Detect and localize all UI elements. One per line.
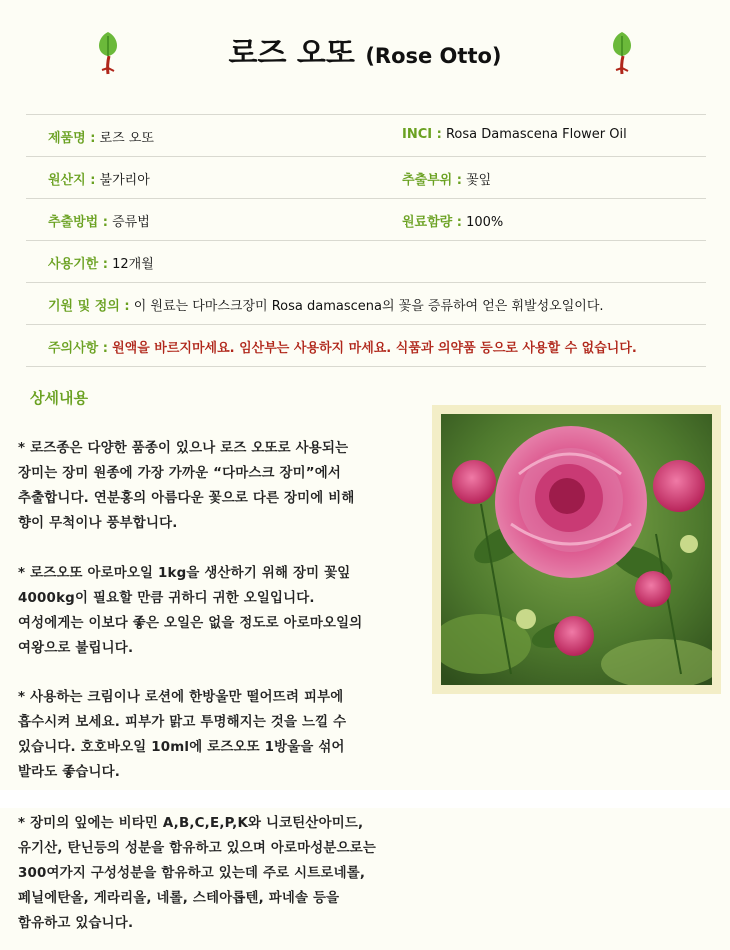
- content-value: 100%: [466, 215, 504, 230]
- detail-paragraph: * 로즈오또 아로마오일 1kg을 생산하기 위해 장미 꽃잎 4000kg이 필요할 만큼 귀하디 귀한 오일입니다. 여성에게는 이보다 좋은 오일은 없을 정도로 아로마오일의 여왕으로 불립니다.: [18, 566, 363, 656]
- origin-value: 불가리아: [99, 173, 150, 188]
- info-row: [26, 114, 706, 156]
- extraction-method-value: 증류법: [112, 215, 150, 230]
- title-korean: 로즈 오또: [228, 36, 355, 71]
- caution-value: 원액을 바르지마세요. 임산부는 사용하지 마세요. 식품과 의약품 등으로 사용할 수 없습니다.: [112, 341, 637, 356]
- definition-label: 기원 및 정의 :: [48, 299, 130, 314]
- leaf-icon: [608, 30, 636, 76]
- divider-band: [0, 790, 730, 808]
- extraction-part-value: 꽃잎: [466, 173, 492, 188]
- info-row: [26, 240, 706, 282]
- extraction-method-label: 추출방법 :: [48, 215, 108, 230]
- info-row: [26, 198, 706, 240]
- rose-photo: [441, 414, 712, 685]
- origin-label: 원산지 :: [48, 173, 96, 188]
- definition-value: 이 원료는 다마스크장미 Rosa damascena의 꽃을 증류하여 얻은 휘발성오일이다.: [133, 299, 604, 314]
- info-row: [26, 282, 706, 324]
- caution-label: 주의사항 :: [48, 341, 108, 356]
- detail-paragraph: * 사용하는 크림이나 로션에 한방울만 떨어뜨려 피부에 흡수시켜 보세요. 피부가 맑고 투명해지는 것을 느낄 수 있습니다. 호호바오일 10ml에 로즈오또 1방울을 섞어 발라도 좋습니다.: [18, 690, 347, 780]
- detail-paragraph: * 장미의 잎에는 비타민 A,B,C,E,P,K와 니코틴산아미드, 유기산, 탄닌등의 성분을 함유하고 있으며 아로마성분으로는 300여가지 구성성분을 함유하고 있는데 주로 시트로네롤, 페닐에탄올, 게라리올, 네롤, 스테아롭텐, 파네솔 등을 함유하고 있습니다.: [18, 816, 376, 931]
- expiry-value: 12개월: [112, 257, 154, 272]
- inci-label: INCI :: [402, 127, 442, 142]
- section-title: 상세내용: [30, 389, 88, 407]
- product-name-label: 제품명 :: [48, 131, 96, 146]
- photo-frame: [432, 405, 721, 694]
- expiry-label: 사용기한 :: [48, 257, 108, 272]
- title-english: (Rose Otto): [365, 44, 502, 68]
- content-label: 원료함량 :: [402, 215, 462, 230]
- info-row: [26, 324, 706, 367]
- product-info-table: [26, 114, 706, 367]
- detail-paragraph: * 로즈종은 다양한 품종이 있으나 로즈 오또로 사용되는 장미는 장미 원종에 가장 가까운 “다마스크 장미”에서 추출합니다. 연분홍의 아름다운 꽃으로 다른 장미에 비해 향이 무척이나 풍부합니다.: [18, 441, 355, 531]
- inci-value: Rosa Damascena Flower Oil: [445, 127, 627, 142]
- info-row: [26, 156, 706, 198]
- product-name-value: 로즈 오또: [99, 131, 154, 146]
- header: [0, 0, 730, 100]
- extraction-part-label: 추출부위 :: [402, 173, 462, 188]
